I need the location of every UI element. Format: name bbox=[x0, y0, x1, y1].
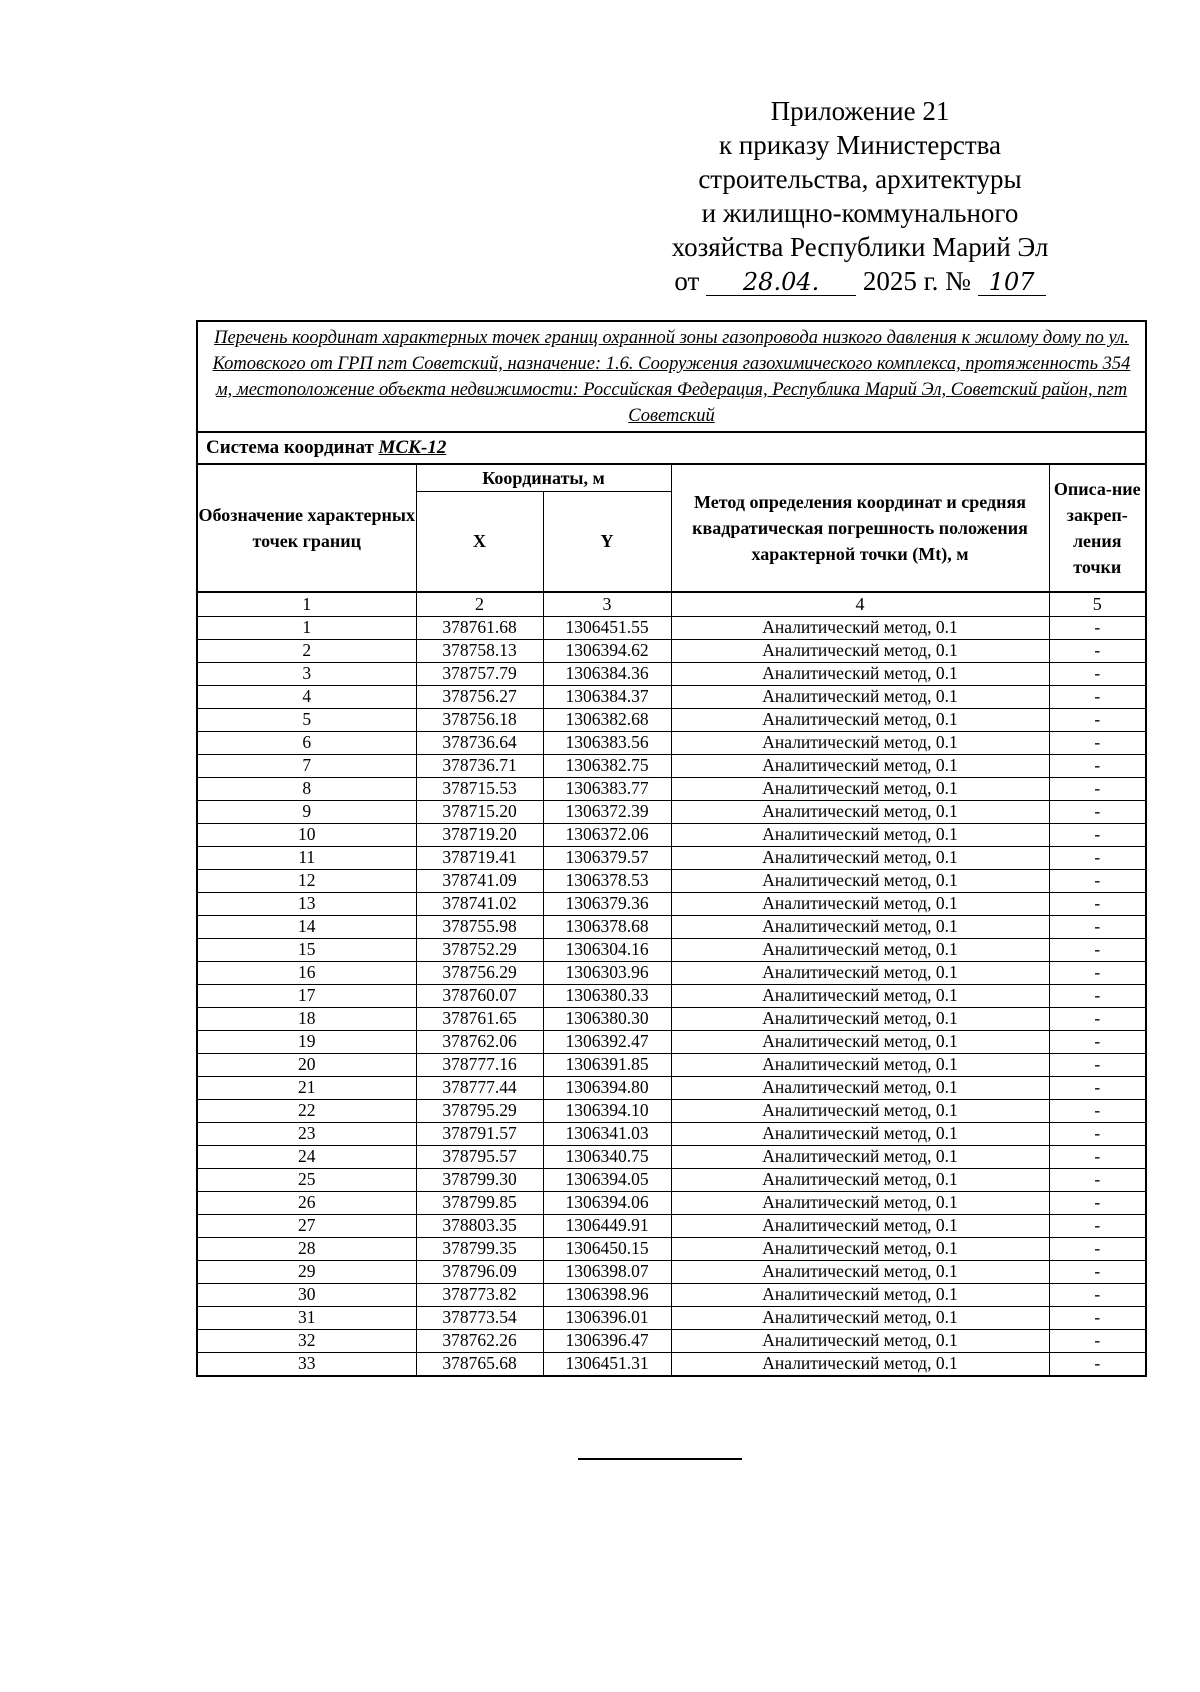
coordinate-system-label: Система координат bbox=[206, 437, 374, 458]
point-number: 32 bbox=[198, 1329, 416, 1352]
x-coordinate: 378773.82 bbox=[416, 1283, 543, 1306]
table-row bbox=[198, 892, 1145, 915]
method-cell: Аналитический метод, 0.1 bbox=[671, 823, 1049, 846]
point-number: 27 bbox=[198, 1214, 416, 1237]
column-number: 4 bbox=[671, 592, 1049, 617]
table-row bbox=[198, 1053, 1145, 1076]
y-coordinate: 1306391.85 bbox=[543, 1053, 671, 1076]
x-coordinate: 378796.09 bbox=[416, 1260, 543, 1283]
y-coordinate: 1306378.53 bbox=[543, 869, 671, 892]
x-coordinate: 378777.44 bbox=[416, 1076, 543, 1099]
y-coordinate: 1306372.06 bbox=[543, 823, 671, 846]
y-coordinate: 1306451.55 bbox=[543, 616, 671, 639]
description-cell: - bbox=[1049, 938, 1145, 961]
x-coordinate: 378762.06 bbox=[416, 1030, 543, 1053]
x-coordinate: 378761.65 bbox=[416, 1007, 543, 1030]
method-cell: Аналитический метод, 0.1 bbox=[671, 616, 1049, 639]
description-cell: - bbox=[1049, 1168, 1145, 1191]
x-coordinate: 378715.53 bbox=[416, 777, 543, 800]
table-row bbox=[198, 685, 1145, 708]
point-number: 4 bbox=[198, 685, 416, 708]
x-coordinate: 378765.68 bbox=[416, 1352, 543, 1375]
method-cell: Аналитический метод, 0.1 bbox=[671, 754, 1049, 777]
table-row bbox=[198, 1237, 1145, 1260]
x-coordinate: 378736.64 bbox=[416, 731, 543, 754]
y-coordinate: 1306383.77 bbox=[543, 777, 671, 800]
method-cell: Аналитический метод, 0.1 bbox=[671, 1237, 1049, 1260]
x-coordinate: 378756.29 bbox=[416, 961, 543, 984]
header-method: Метод определения координат и средняя квадратическая погрешность положения характерной точки (Mt), м bbox=[671, 464, 1049, 592]
y-coordinate: 1306394.06 bbox=[543, 1191, 671, 1214]
x-coordinate: 378741.02 bbox=[416, 892, 543, 915]
y-coordinate: 1306379.57 bbox=[543, 846, 671, 869]
x-coordinate: 378777.16 bbox=[416, 1053, 543, 1076]
point-number: 30 bbox=[198, 1283, 416, 1306]
y-coordinate: 1306379.36 bbox=[543, 892, 671, 915]
document-title: Перечень координат характерных точек границ охранной зоны газопровода низкого давления к жилому дому по ул. Котовского от ГРП пгт Советский, назначение: 1.6. Сооружения газохимического комплекса, протяженность 354 м, местоположение объекта недвижимости: Российская Федерация, Республика Марий Эл, Советский район, пгт Советский bbox=[212, 328, 1131, 426]
y-coordinate: 1306392.47 bbox=[543, 1030, 671, 1053]
method-cell: Аналитический метод, 0.1 bbox=[671, 1352, 1049, 1375]
y-coordinate: 1306341.03 bbox=[543, 1122, 671, 1145]
method-cell: Аналитический метод, 0.1 bbox=[671, 708, 1049, 731]
table-row bbox=[198, 1007, 1145, 1030]
table-row bbox=[198, 1260, 1145, 1283]
table-row bbox=[198, 984, 1145, 1007]
method-cell: Аналитический метод, 0.1 bbox=[671, 1099, 1049, 1122]
header-coordinates: Координаты, м bbox=[416, 464, 671, 492]
table-row bbox=[198, 754, 1145, 777]
method-cell: Аналитический метод, 0.1 bbox=[671, 1283, 1049, 1306]
description-cell: - bbox=[1049, 1076, 1145, 1099]
y-coordinate: 1306450.15 bbox=[543, 1237, 671, 1260]
table-row bbox=[198, 662, 1145, 685]
point-number: 18 bbox=[198, 1007, 416, 1030]
y-coordinate: 1306394.80 bbox=[543, 1076, 671, 1099]
header-x: X bbox=[416, 492, 543, 592]
x-coordinate: 378799.85 bbox=[416, 1191, 543, 1214]
y-coordinate: 1306380.30 bbox=[543, 1007, 671, 1030]
column-number: 3 bbox=[543, 592, 671, 617]
description-cell: - bbox=[1049, 685, 1145, 708]
table-row bbox=[198, 1352, 1145, 1375]
order-number: 107 bbox=[978, 269, 1046, 296]
appendix-line-3: строительства, архитектуры bbox=[698, 164, 1022, 194]
y-coordinate: 1306398.07 bbox=[543, 1260, 671, 1283]
coordinate-system-line bbox=[198, 431, 1145, 463]
point-number: 28 bbox=[198, 1237, 416, 1260]
description-cell: - bbox=[1049, 1306, 1145, 1329]
method-cell: Аналитический метод, 0.1 bbox=[671, 961, 1049, 984]
table-row bbox=[198, 915, 1145, 938]
method-cell: Аналитический метод, 0.1 bbox=[671, 1145, 1049, 1168]
point-number: 19 bbox=[198, 1030, 416, 1053]
y-coordinate: 1306451.31 bbox=[543, 1352, 671, 1375]
description-cell: - bbox=[1049, 1329, 1145, 1352]
point-number: 21 bbox=[198, 1076, 416, 1099]
order-date: 28.04. bbox=[706, 269, 856, 296]
method-cell: Аналитический метод, 0.1 bbox=[671, 731, 1049, 754]
table-row bbox=[198, 1329, 1145, 1352]
x-coordinate: 378756.18 bbox=[416, 708, 543, 731]
x-coordinate: 378760.07 bbox=[416, 984, 543, 1007]
table-row bbox=[198, 1076, 1145, 1099]
table-row bbox=[198, 731, 1145, 754]
column-number: 1 bbox=[198, 592, 416, 617]
method-cell: Аналитический метод, 0.1 bbox=[671, 1191, 1049, 1214]
table-row bbox=[198, 1145, 1145, 1168]
header-y: Y bbox=[543, 492, 671, 592]
header-description: Описа-ние закреп-ления точки bbox=[1049, 464, 1145, 592]
method-cell: Аналитический метод, 0.1 bbox=[671, 892, 1049, 915]
x-coordinate: 378715.20 bbox=[416, 800, 543, 823]
x-coordinate: 378752.29 bbox=[416, 938, 543, 961]
description-cell: - bbox=[1049, 639, 1145, 662]
x-coordinate: 378791.57 bbox=[416, 1122, 543, 1145]
description-cell: - bbox=[1049, 708, 1145, 731]
description-cell: - bbox=[1049, 731, 1145, 754]
point-number: 29 bbox=[198, 1260, 416, 1283]
description-cell: - bbox=[1049, 1007, 1145, 1030]
point-number: 24 bbox=[198, 1145, 416, 1168]
method-cell: Аналитический метод, 0.1 bbox=[671, 800, 1049, 823]
point-number: 9 bbox=[198, 800, 416, 823]
y-coordinate: 1306303.96 bbox=[543, 961, 671, 984]
description-cell: - bbox=[1049, 1214, 1145, 1237]
description-cell: - bbox=[1049, 1260, 1145, 1283]
description-cell: - bbox=[1049, 777, 1145, 800]
y-coordinate: 1306380.33 bbox=[543, 984, 671, 1007]
description-cell: - bbox=[1049, 1030, 1145, 1053]
table-row bbox=[198, 938, 1145, 961]
point-number: 17 bbox=[198, 984, 416, 1007]
method-cell: Аналитический метод, 0.1 bbox=[671, 685, 1049, 708]
table-row bbox=[198, 1122, 1145, 1145]
appendix-header bbox=[600, 94, 1120, 298]
x-coordinate: 378795.29 bbox=[416, 1099, 543, 1122]
y-coordinate: 1306394.62 bbox=[543, 639, 671, 662]
description-cell: - bbox=[1049, 754, 1145, 777]
y-coordinate: 1306384.36 bbox=[543, 662, 671, 685]
table-row bbox=[198, 823, 1145, 846]
x-coordinate: 378757.79 bbox=[416, 662, 543, 685]
point-number: 14 bbox=[198, 915, 416, 938]
table-row bbox=[198, 1168, 1145, 1191]
y-coordinate: 1306382.68 bbox=[543, 708, 671, 731]
x-coordinate: 378741.09 bbox=[416, 869, 543, 892]
description-cell: - bbox=[1049, 1237, 1145, 1260]
y-coordinate: 1306394.05 bbox=[543, 1168, 671, 1191]
description-cell: - bbox=[1049, 1122, 1145, 1145]
table-row bbox=[198, 777, 1145, 800]
point-number: 16 bbox=[198, 961, 416, 984]
table-row bbox=[198, 616, 1145, 639]
x-coordinate: 378803.35 bbox=[416, 1214, 543, 1237]
description-cell: - bbox=[1049, 915, 1145, 938]
table-row bbox=[198, 639, 1145, 662]
y-coordinate: 1306449.91 bbox=[543, 1214, 671, 1237]
method-cell: Аналитический метод, 0.1 bbox=[671, 1329, 1049, 1352]
description-cell: - bbox=[1049, 961, 1145, 984]
point-number: 2 bbox=[198, 639, 416, 662]
description-cell: - bbox=[1049, 1283, 1145, 1306]
from-label: от bbox=[674, 266, 700, 296]
x-coordinate: 378799.35 bbox=[416, 1237, 543, 1260]
point-number: 11 bbox=[198, 846, 416, 869]
point-number: 23 bbox=[198, 1122, 416, 1145]
method-cell: Аналитический метод, 0.1 bbox=[671, 1122, 1049, 1145]
method-cell: Аналитический метод, 0.1 bbox=[671, 938, 1049, 961]
header-point: Обозначение характерных точек границ bbox=[198, 464, 416, 592]
y-coordinate: 1306372.39 bbox=[543, 800, 671, 823]
method-cell: Аналитический метод, 0.1 bbox=[671, 1076, 1049, 1099]
x-coordinate: 378736.71 bbox=[416, 754, 543, 777]
method-cell: Аналитический метод, 0.1 bbox=[671, 984, 1049, 1007]
point-number: 26 bbox=[198, 1191, 416, 1214]
coordinate-system-value: МСК-12 bbox=[378, 437, 447, 458]
x-coordinate: 378773.54 bbox=[416, 1306, 543, 1329]
coordinates-frame bbox=[196, 320, 1147, 1377]
point-number: 10 bbox=[198, 823, 416, 846]
y-coordinate: 1306396.47 bbox=[543, 1329, 671, 1352]
y-coordinate: 1306340.75 bbox=[543, 1145, 671, 1168]
appendix-line-2: к приказу Министерства bbox=[718, 130, 1002, 160]
method-cell: Аналитический метод, 0.1 bbox=[671, 869, 1049, 892]
coordinates-table bbox=[198, 463, 1145, 1375]
description-cell: - bbox=[1049, 846, 1145, 869]
point-number: 22 bbox=[198, 1099, 416, 1122]
x-coordinate: 378755.98 bbox=[416, 915, 543, 938]
column-number: 2 bbox=[416, 592, 543, 617]
method-cell: Аналитический метод, 0.1 bbox=[671, 1168, 1049, 1191]
column-number: 5 bbox=[1049, 592, 1145, 617]
table-row bbox=[198, 1191, 1145, 1214]
y-coordinate: 1306396.01 bbox=[543, 1306, 671, 1329]
table-row bbox=[198, 800, 1145, 823]
description-cell: - bbox=[1049, 1053, 1145, 1076]
description-cell: - bbox=[1049, 1099, 1145, 1122]
table-row bbox=[198, 1306, 1145, 1329]
point-number: 20 bbox=[198, 1053, 416, 1076]
point-number: 6 bbox=[198, 731, 416, 754]
point-number: 7 bbox=[198, 754, 416, 777]
point-number: 15 bbox=[198, 938, 416, 961]
description-cell: - bbox=[1049, 1145, 1145, 1168]
table-row bbox=[198, 846, 1145, 869]
y-coordinate: 1306382.75 bbox=[543, 754, 671, 777]
point-number: 1 bbox=[198, 616, 416, 639]
method-cell: Аналитический метод, 0.1 bbox=[671, 639, 1049, 662]
appendix-line-5: хозяйства Республики Марий Эл bbox=[671, 232, 1049, 262]
table-row bbox=[198, 1283, 1145, 1306]
description-cell: - bbox=[1049, 984, 1145, 1007]
description-cell: - bbox=[1049, 892, 1145, 915]
point-number: 33 bbox=[198, 1352, 416, 1375]
point-number: 8 bbox=[198, 777, 416, 800]
appendix-line-4: и жилищно-коммунального bbox=[701, 198, 1019, 228]
x-coordinate: 378756.27 bbox=[416, 685, 543, 708]
method-cell: Аналитический метод, 0.1 bbox=[671, 1053, 1049, 1076]
x-coordinate: 378719.41 bbox=[416, 846, 543, 869]
table-row bbox=[198, 1214, 1145, 1237]
y-coordinate: 1306384.37 bbox=[543, 685, 671, 708]
description-cell: - bbox=[1049, 869, 1145, 892]
x-coordinate: 378758.13 bbox=[416, 639, 543, 662]
description-cell: - bbox=[1049, 1191, 1145, 1214]
description-cell: - bbox=[1049, 662, 1145, 685]
point-number: 3 bbox=[198, 662, 416, 685]
point-number: 31 bbox=[198, 1306, 416, 1329]
end-rule bbox=[578, 1458, 742, 1460]
method-cell: Аналитический метод, 0.1 bbox=[671, 915, 1049, 938]
description-cell: - bbox=[1049, 616, 1145, 639]
method-cell: Аналитический метод, 0.1 bbox=[671, 1007, 1049, 1030]
x-coordinate: 378719.20 bbox=[416, 823, 543, 846]
table-row bbox=[198, 869, 1145, 892]
table-row bbox=[198, 708, 1145, 731]
order-date-line bbox=[600, 264, 1120, 298]
table-row bbox=[198, 961, 1145, 984]
table-row bbox=[198, 1030, 1145, 1053]
point-number: 5 bbox=[198, 708, 416, 731]
method-cell: Аналитический метод, 0.1 bbox=[671, 1214, 1049, 1237]
point-number: 13 bbox=[198, 892, 416, 915]
y-coordinate: 1306304.16 bbox=[543, 938, 671, 961]
y-coordinate: 1306378.68 bbox=[543, 915, 671, 938]
method-cell: Аналитический метод, 0.1 bbox=[671, 777, 1049, 800]
column-number-row bbox=[198, 592, 1145, 617]
x-coordinate: 378795.57 bbox=[416, 1145, 543, 1168]
method-cell: Аналитический метод, 0.1 bbox=[671, 1260, 1049, 1283]
method-cell: Аналитический метод, 0.1 bbox=[671, 1030, 1049, 1053]
y-coordinate: 1306394.10 bbox=[543, 1099, 671, 1122]
description-cell: - bbox=[1049, 800, 1145, 823]
method-cell: Аналитический метод, 0.1 bbox=[671, 1306, 1049, 1329]
y-coordinate: 1306383.56 bbox=[543, 731, 671, 754]
x-coordinate: 378761.68 bbox=[416, 616, 543, 639]
method-cell: Аналитический метод, 0.1 bbox=[671, 662, 1049, 685]
point-number: 12 bbox=[198, 869, 416, 892]
point-number: 25 bbox=[198, 1168, 416, 1191]
year-label: 2025 г. № bbox=[862, 266, 971, 296]
x-coordinate: 378799.30 bbox=[416, 1168, 543, 1191]
description-cell: - bbox=[1049, 1352, 1145, 1375]
method-cell: Аналитический метод, 0.1 bbox=[671, 846, 1049, 869]
description-cell: - bbox=[1049, 823, 1145, 846]
appendix-title: Приложение 21 bbox=[770, 96, 950, 126]
table-row bbox=[198, 1099, 1145, 1122]
y-coordinate: 1306398.96 bbox=[543, 1283, 671, 1306]
x-coordinate: 378762.26 bbox=[416, 1329, 543, 1352]
